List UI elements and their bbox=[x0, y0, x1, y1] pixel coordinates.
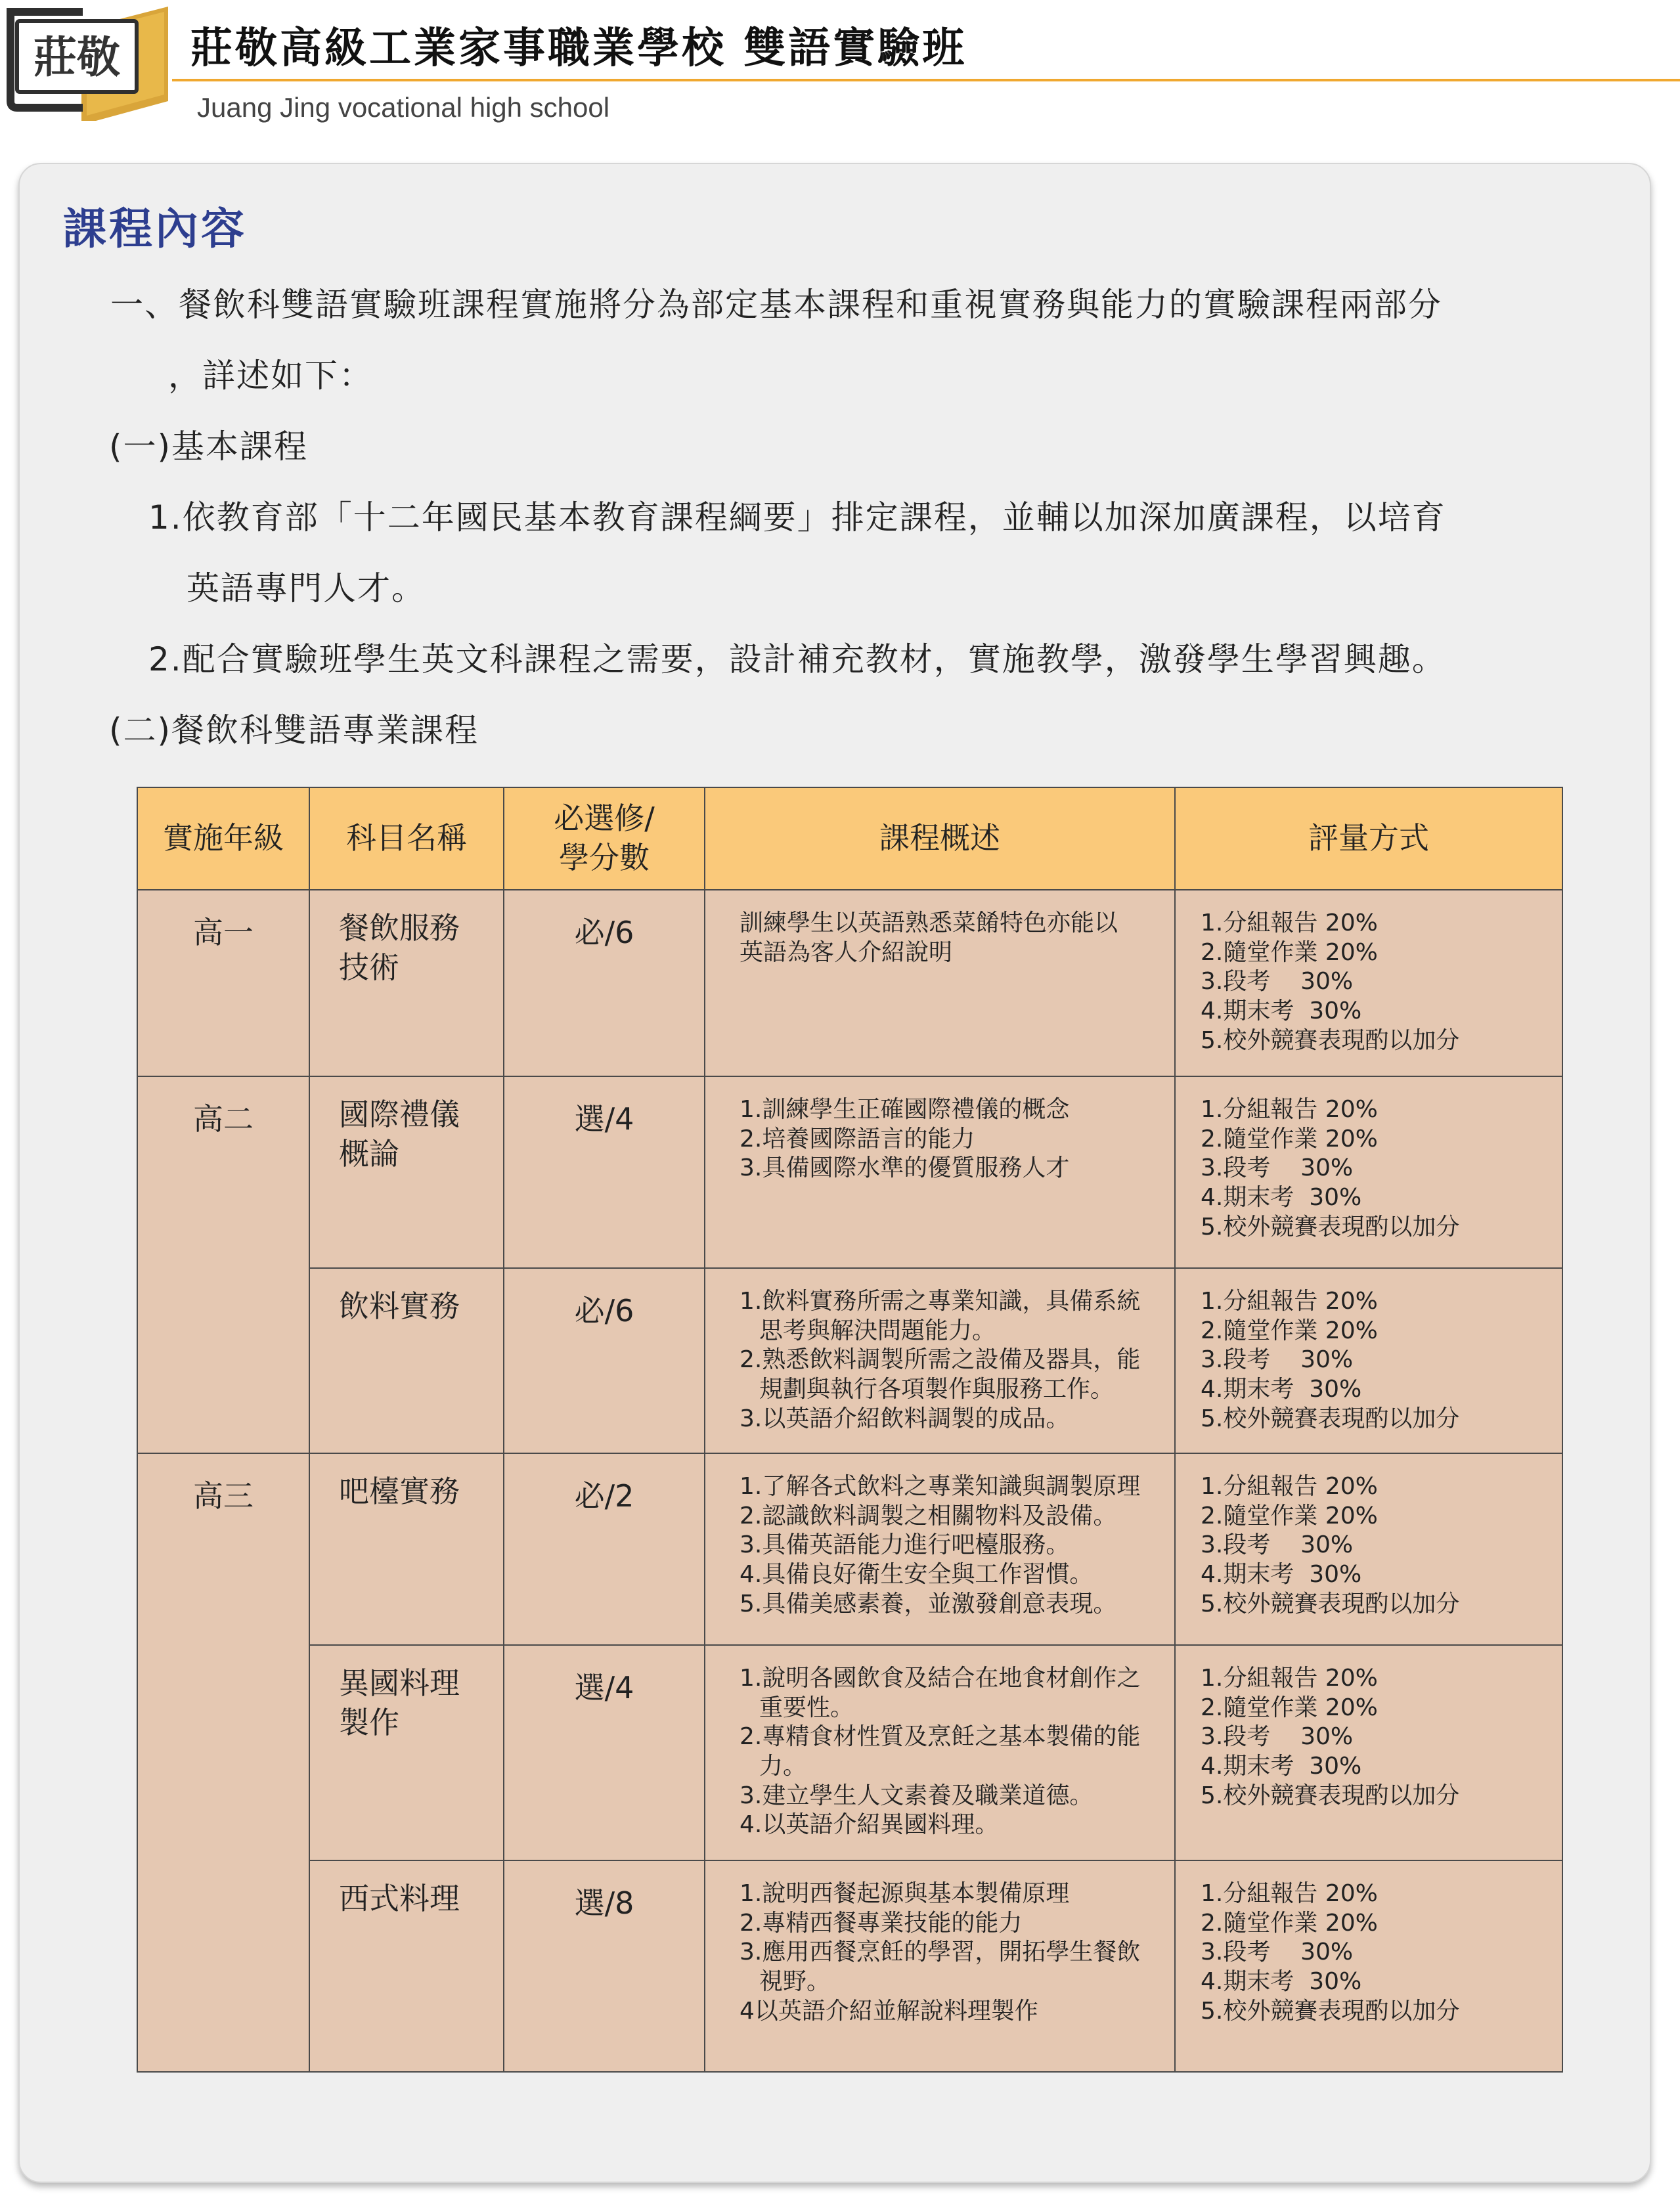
intro-line-1: 一、餐飲科雙語實驗班課程實施將分為部定基本課程和重視實務與能力的實驗課程兩部分 bbox=[110, 286, 1442, 324]
item2-text: 2.配合實驗班學生英文科課程之需要，設計補充教材，實施教學，激發學生學習興趣。 bbox=[148, 640, 1446, 678]
overview-line: 2.熟悉飲料調製所需之設備及器具，能 bbox=[740, 1346, 1141, 1374]
evaluation-line: 2.隨堂作業 20% bbox=[1201, 1317, 1378, 1344]
school-logo bbox=[4, 3, 168, 121]
evaluation-line: 1.分組報告 20% bbox=[1201, 1473, 1378, 1500]
overview-cell bbox=[705, 1453, 1175, 1645]
subject-line: 吧檯實務 bbox=[339, 1474, 460, 1509]
credits-cell: 必/6 bbox=[504, 1268, 705, 1453]
curriculum-table-wrap bbox=[137, 787, 1562, 2073]
evaluation-cell bbox=[1175, 1268, 1562, 1453]
table-row bbox=[137, 1645, 1562, 1860]
grade-cell: 高一 bbox=[137, 890, 309, 1076]
evaluation-line: 4.期末考 30% bbox=[1201, 1560, 1362, 1588]
overview-line: 3.具備英語能力進行吧檯服務。 bbox=[740, 1531, 1070, 1559]
overview-line: 力。 bbox=[759, 1752, 807, 1780]
overview-line: 英語為客人介紹說明 bbox=[740, 938, 953, 966]
subject-line: 飲料實務 bbox=[339, 1288, 460, 1324]
logo-text: 莊敬 bbox=[33, 32, 120, 83]
table-row bbox=[137, 1453, 1562, 1645]
overview-line: 3.具備國際水準的優質服務人才 bbox=[740, 1154, 1070, 1182]
overview-line: 重要性。 bbox=[759, 1694, 854, 1721]
evaluation-line: 4.期末考 30% bbox=[1201, 997, 1362, 1024]
evaluation-line: 3.段考 30% bbox=[1201, 1939, 1354, 1966]
overview-line: 1.飲料實務所需之專業知識，具備系統 bbox=[740, 1288, 1141, 1315]
overview-line: 思考與解決問題能力。 bbox=[759, 1317, 996, 1344]
evaluation-line: 2.隨堂作業 20% bbox=[1201, 1125, 1378, 1153]
overview-line: 5.具備美感素養，並激發創意表現。 bbox=[740, 1590, 1117, 1617]
evaluation-line: 1.分組報告 20% bbox=[1201, 910, 1378, 936]
header-type-line2: 學分數 bbox=[559, 840, 650, 875]
evaluation-line: 1.分組報告 20% bbox=[1201, 1288, 1378, 1315]
evaluation-line: 1.分組報告 20% bbox=[1201, 1665, 1378, 1692]
overview-line: 訓練學生以英語熟悉菜餚特色亦能以 bbox=[740, 910, 1118, 936]
grade-cell: 高二 bbox=[137, 1076, 309, 1268]
evaluation-cell bbox=[1175, 1860, 1562, 2072]
evaluation-line: 5.校外競賽表現酌以加分 bbox=[1201, 1782, 1460, 1809]
overview-line: 1.說明西餐起源與基本製備原理 bbox=[740, 1880, 1070, 1907]
overview-line: 4.以英語介紹異國料理。 bbox=[740, 1811, 999, 1839]
table-row bbox=[137, 890, 1562, 1076]
overview-cell bbox=[705, 1268, 1175, 1453]
evaluation-line: 3.段考 30% bbox=[1201, 1154, 1354, 1182]
header-subject: 科目名稱 bbox=[309, 787, 504, 890]
table-row bbox=[137, 1860, 1562, 2072]
header-evaluation: 評量方式 bbox=[1175, 787, 1562, 890]
evaluation-line: 5.校外競賽表現酌以加分 bbox=[1201, 1026, 1460, 1054]
overview-line: 3.應用西餐烹飪的學習，開拓學生餐飲 bbox=[740, 1939, 1141, 1966]
subject-line: 餐飲服務 bbox=[339, 910, 460, 946]
header-divider bbox=[172, 79, 1680, 81]
subject-line: 概論 bbox=[339, 1135, 399, 1172]
overview-cell bbox=[705, 890, 1175, 1076]
section-title: 課程內容 bbox=[63, 204, 247, 254]
curriculum-table bbox=[137, 787, 1563, 2073]
evaluation-line: 3.段考 30% bbox=[1201, 1723, 1354, 1751]
evaluation-line: 3.段考 30% bbox=[1201, 968, 1354, 996]
evaluation-line: 2.隨堂作業 20% bbox=[1201, 1909, 1378, 1937]
grade-cell bbox=[137, 1860, 309, 2072]
grade-cell: 高三 bbox=[137, 1453, 309, 1645]
evaluation-line: 2.隨堂作業 20% bbox=[1201, 938, 1378, 966]
overview-line: 4.具備良好衛生安全與工作習慣。 bbox=[740, 1560, 1094, 1588]
subject-cell bbox=[309, 1453, 504, 1645]
overview-line: 3.建立學生人文素養及職業道德。 bbox=[740, 1782, 1094, 1809]
overview-line: 規劃與執行各項製作與服務工作。 bbox=[759, 1375, 1115, 1403]
overview-line: 4以英語介紹並解說料理製作 bbox=[740, 1997, 1038, 2025]
overview-line: 3.以英語介紹飲料調製的成品。 bbox=[740, 1405, 1070, 1432]
item1-line-1: 1.依教育部「十二年國民基本教育課程綱要」排定課程，並輔以加深加廣課程，以培育 bbox=[148, 498, 1446, 537]
school-subtitle: Juang Jing vocational high school bbox=[197, 92, 610, 123]
item1-line-2: 英語專門人才。 bbox=[187, 569, 426, 607]
overview-line: 1.說明各國飲食及結合在地食材創作之 bbox=[740, 1665, 1141, 1692]
subject-line: 國際禮儀 bbox=[339, 1097, 460, 1132]
credits-cell: 選/8 bbox=[504, 1860, 705, 2072]
header-type-line1: 必選修/ bbox=[554, 801, 655, 837]
evaluation-line: 5.校外競賽表現酌以加分 bbox=[1201, 1590, 1460, 1617]
subject-line: 技術 bbox=[339, 949, 399, 985]
credits-cell: 必/6 bbox=[504, 890, 705, 1076]
evaluation-line: 5.校外競賽表現酌以加分 bbox=[1201, 1997, 1460, 2025]
overview-line: 1.了解各式飲料之專業知識與調製原理 bbox=[740, 1473, 1141, 1500]
overview-cell bbox=[705, 1860, 1175, 2072]
credits-cell: 必/2 bbox=[504, 1453, 705, 1645]
evaluation-line: 4.期末考 30% bbox=[1201, 1752, 1362, 1780]
evaluation-line: 4.期末考 30% bbox=[1201, 1183, 1362, 1211]
overview-line: 視野。 bbox=[759, 1967, 831, 1995]
table-row bbox=[137, 1076, 1562, 1268]
table-row bbox=[137, 1268, 1562, 1453]
subject-line: 異國料理 bbox=[339, 1665, 460, 1701]
subject-cell bbox=[309, 1076, 504, 1268]
overview-line: 2.培養國際語言的能力 bbox=[740, 1125, 975, 1153]
evaluation-cell bbox=[1175, 1076, 1562, 1268]
table-header-row bbox=[137, 787, 1562, 890]
part2-heading: (二)餐飲科雙語專業課程 bbox=[109, 711, 479, 749]
evaluation-line: 3.段考 30% bbox=[1201, 1531, 1354, 1559]
overview-line: 2.專精食材性質及烹飪之基本製備的能 bbox=[740, 1723, 1141, 1751]
evaluation-line: 4.期末考 30% bbox=[1201, 1375, 1362, 1403]
subject-cell bbox=[309, 1860, 504, 2072]
grade-cell bbox=[137, 1645, 309, 1860]
subject-cell bbox=[309, 1645, 504, 1860]
part1-heading: (一)基本課程 bbox=[109, 428, 309, 466]
overview-line: 1.訓練學生正確國際禮儀的概念 bbox=[740, 1096, 1070, 1123]
intro-line-2: ，詳述如下： bbox=[168, 357, 373, 395]
grade-cell bbox=[137, 1268, 309, 1453]
subject-line: 西式料理 bbox=[339, 1881, 460, 1916]
overview-line: 2.專精西餐專業技能的能力 bbox=[740, 1909, 1023, 1937]
subject-cell bbox=[309, 890, 504, 1076]
header-overview: 課程概述 bbox=[705, 787, 1175, 890]
evaluation-line: 5.校外競賽表現酌以加分 bbox=[1201, 1213, 1460, 1241]
credits-cell: 選/4 bbox=[504, 1076, 705, 1268]
subject-line: 製作 bbox=[339, 1704, 399, 1740]
evaluation-line: 4.期末考 30% bbox=[1201, 1967, 1362, 1995]
evaluation-line: 2.隨堂作業 20% bbox=[1201, 1502, 1378, 1529]
overview-cell bbox=[705, 1076, 1175, 1268]
evaluation-line: 1.分組報告 20% bbox=[1201, 1096, 1378, 1123]
overview-line: 2.認識飲料調製之相關物料及設備。 bbox=[740, 1502, 1117, 1529]
overview-cell bbox=[705, 1645, 1175, 1860]
evaluation-cell bbox=[1175, 1645, 1562, 1860]
evaluation-cell bbox=[1175, 1453, 1562, 1645]
credits-cell: 選/4 bbox=[504, 1645, 705, 1860]
evaluation-line: 3.段考 30% bbox=[1201, 1346, 1354, 1374]
evaluation-line: 1.分組報告 20% bbox=[1201, 1880, 1378, 1907]
evaluation-cell bbox=[1175, 890, 1562, 1076]
header-type bbox=[504, 787, 705, 890]
evaluation-line: 2.隨堂作業 20% bbox=[1201, 1694, 1378, 1721]
evaluation-line: 5.校外競賽表現酌以加分 bbox=[1201, 1405, 1460, 1432]
subject-cell bbox=[309, 1268, 504, 1453]
header-grade: 實施年級 bbox=[137, 787, 309, 890]
school-title: 莊敬高級工業家事職業學校 雙語實驗班 bbox=[190, 24, 967, 73]
